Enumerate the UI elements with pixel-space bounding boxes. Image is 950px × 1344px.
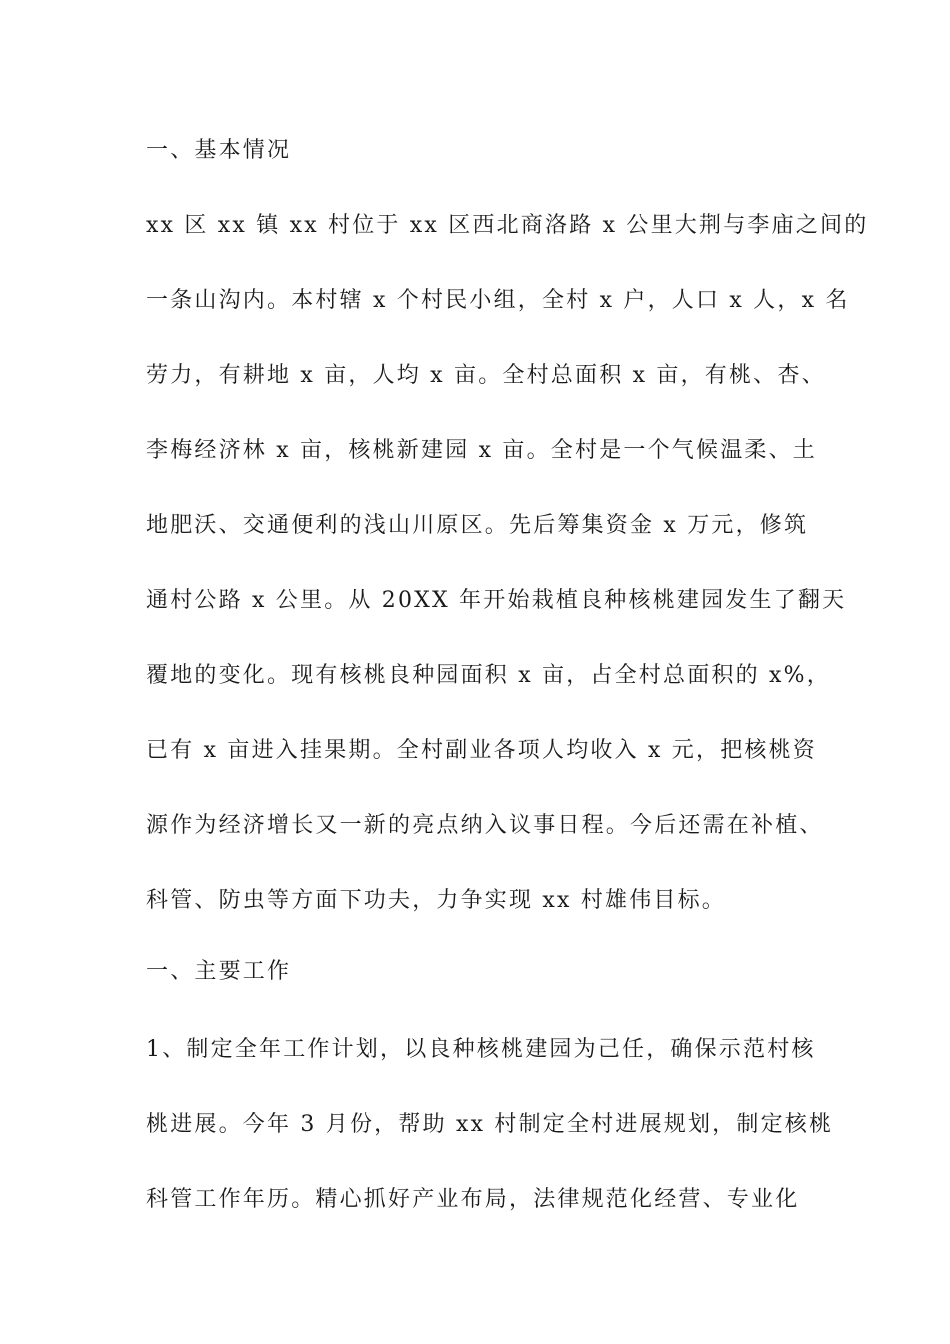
paragraph-line: 一条山沟内。本村辖 x 个村民小组，全村 x 户，人口 x 人，x 名 <box>146 288 850 313</box>
paragraph-line: 源作为经济增长又一新的亮点纳入议事日程。今后还需在补植、 <box>146 813 824 838</box>
paragraph-line: 桃进展。今年 3 月份，帮助 xx 村制定全村进展规划，制定核桃 <box>146 1112 834 1137</box>
paragraph-line: 地肥沃、交通便利的浅山川原区。先后筹集资金 x 万元，修筑 <box>146 513 809 538</box>
paragraph-line: 科管工作年历。精心抓好产业布局，法律规范化经营、专业化 <box>146 1187 800 1212</box>
section-heading-basic-situation: 一、基本情况 <box>146 138 292 163</box>
paragraph-line: 通村公路 x 公里。从 20XX 年开始栽植良种核桃建园发生了翻天 <box>146 588 847 613</box>
paragraph-line: 劳力，有耕地 x 亩，人均 x 亩。全村总面积 x 亩，有桃、杏、 <box>146 363 826 388</box>
paragraph-line: 李梅经济林 x 亩，核桃新建园 x 亩。全村是一个气候温柔、土 <box>146 438 817 463</box>
paragraph-line: 1、制定全年工作计划，以良种核桃建园为己任，确保示范村核 <box>146 1037 816 1062</box>
paragraph-line: xx 区 xx 镇 xx 村位于 xx 区西北商洛路 x 公里大荆与李庙之间的 <box>146 213 869 238</box>
paragraph-line: 科管、防虫等方面下功夫，力争实现 xx 村雄伟目标。 <box>146 888 727 913</box>
paragraph-line: 覆地的变化。现有核桃良种园面积 x 亩，占全村总面积的 x%， <box>146 663 831 688</box>
section-heading-main-work: 一、主要工作 <box>146 959 292 984</box>
paragraph-line: 已有 x 亩进入挂果期。全村副业各项人均收入 x 元，把核桃资 <box>146 738 817 763</box>
